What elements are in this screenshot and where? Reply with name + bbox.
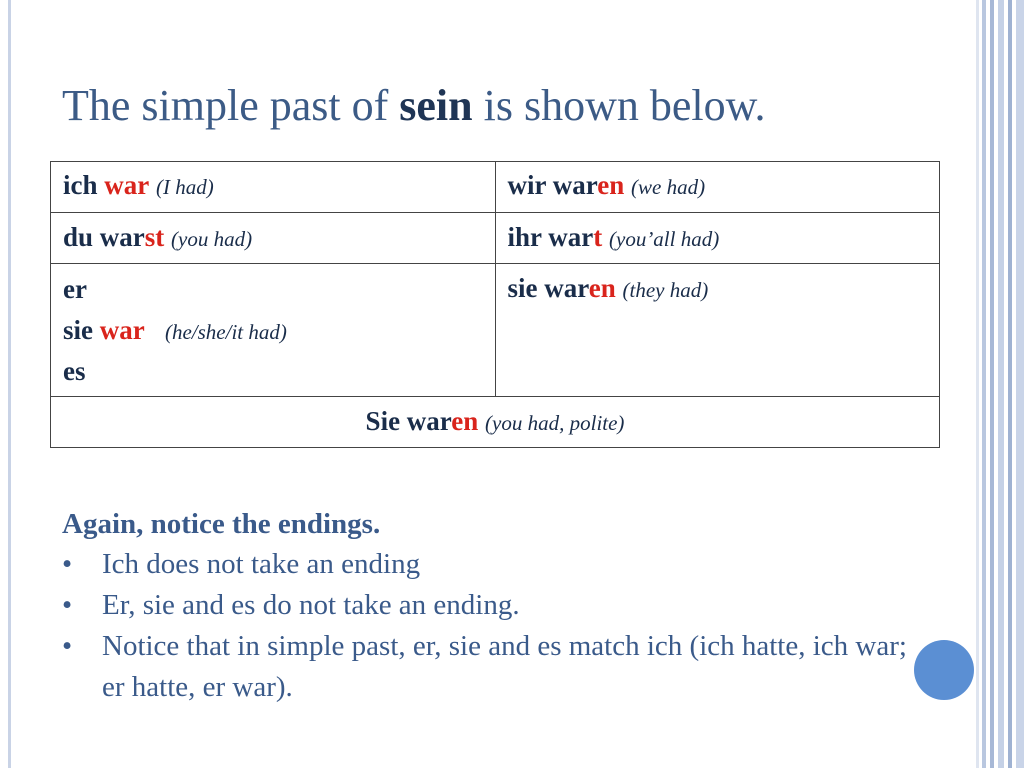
conjugation-table [50,161,940,448]
bullet-icon: • [62,589,73,621]
bullet-icon: • [62,630,73,662]
table-row [51,397,940,448]
table-cell-er-sie-es: er sie war (he/she/it had) es [51,264,496,397]
list-item: • Notice that in simple past, er, sie and es match ich (ich hatte, ich war; er hatte, er war). [62,626,922,708]
table-cell-wir: wir waren (we had) [495,162,940,213]
table-row [51,264,940,397]
table-cell-ich: ich war (I had) [51,162,496,213]
table-cell-sie-formal: Sie waren (you had, polite) [51,397,940,448]
title-suffix: is shown below. [472,81,766,130]
table-cell-ihr: ihr wart (you’all had) [495,213,940,264]
title-keyword: sein [399,81,473,130]
left-frame-line [8,0,11,768]
bullet-icon: • [62,548,73,580]
notes-list [62,544,922,708]
decorative-circle [914,640,974,700]
right-frame-stripes [976,0,1024,768]
table-cell-sie-plural: sie waren (they had) [495,264,940,397]
table-cell-du: du warst (you had) [51,213,496,264]
notes-section [62,504,922,708]
table-row [51,213,940,264]
slide-title [62,80,942,132]
list-item: • Er, sie and es do not take an ending. [62,585,922,626]
list-item: • Ich does not take an ending [62,544,922,585]
notes-heading: Again, notice the endings. [62,508,381,540]
table-row [51,162,940,213]
title-prefix: The simple past of [62,81,400,130]
